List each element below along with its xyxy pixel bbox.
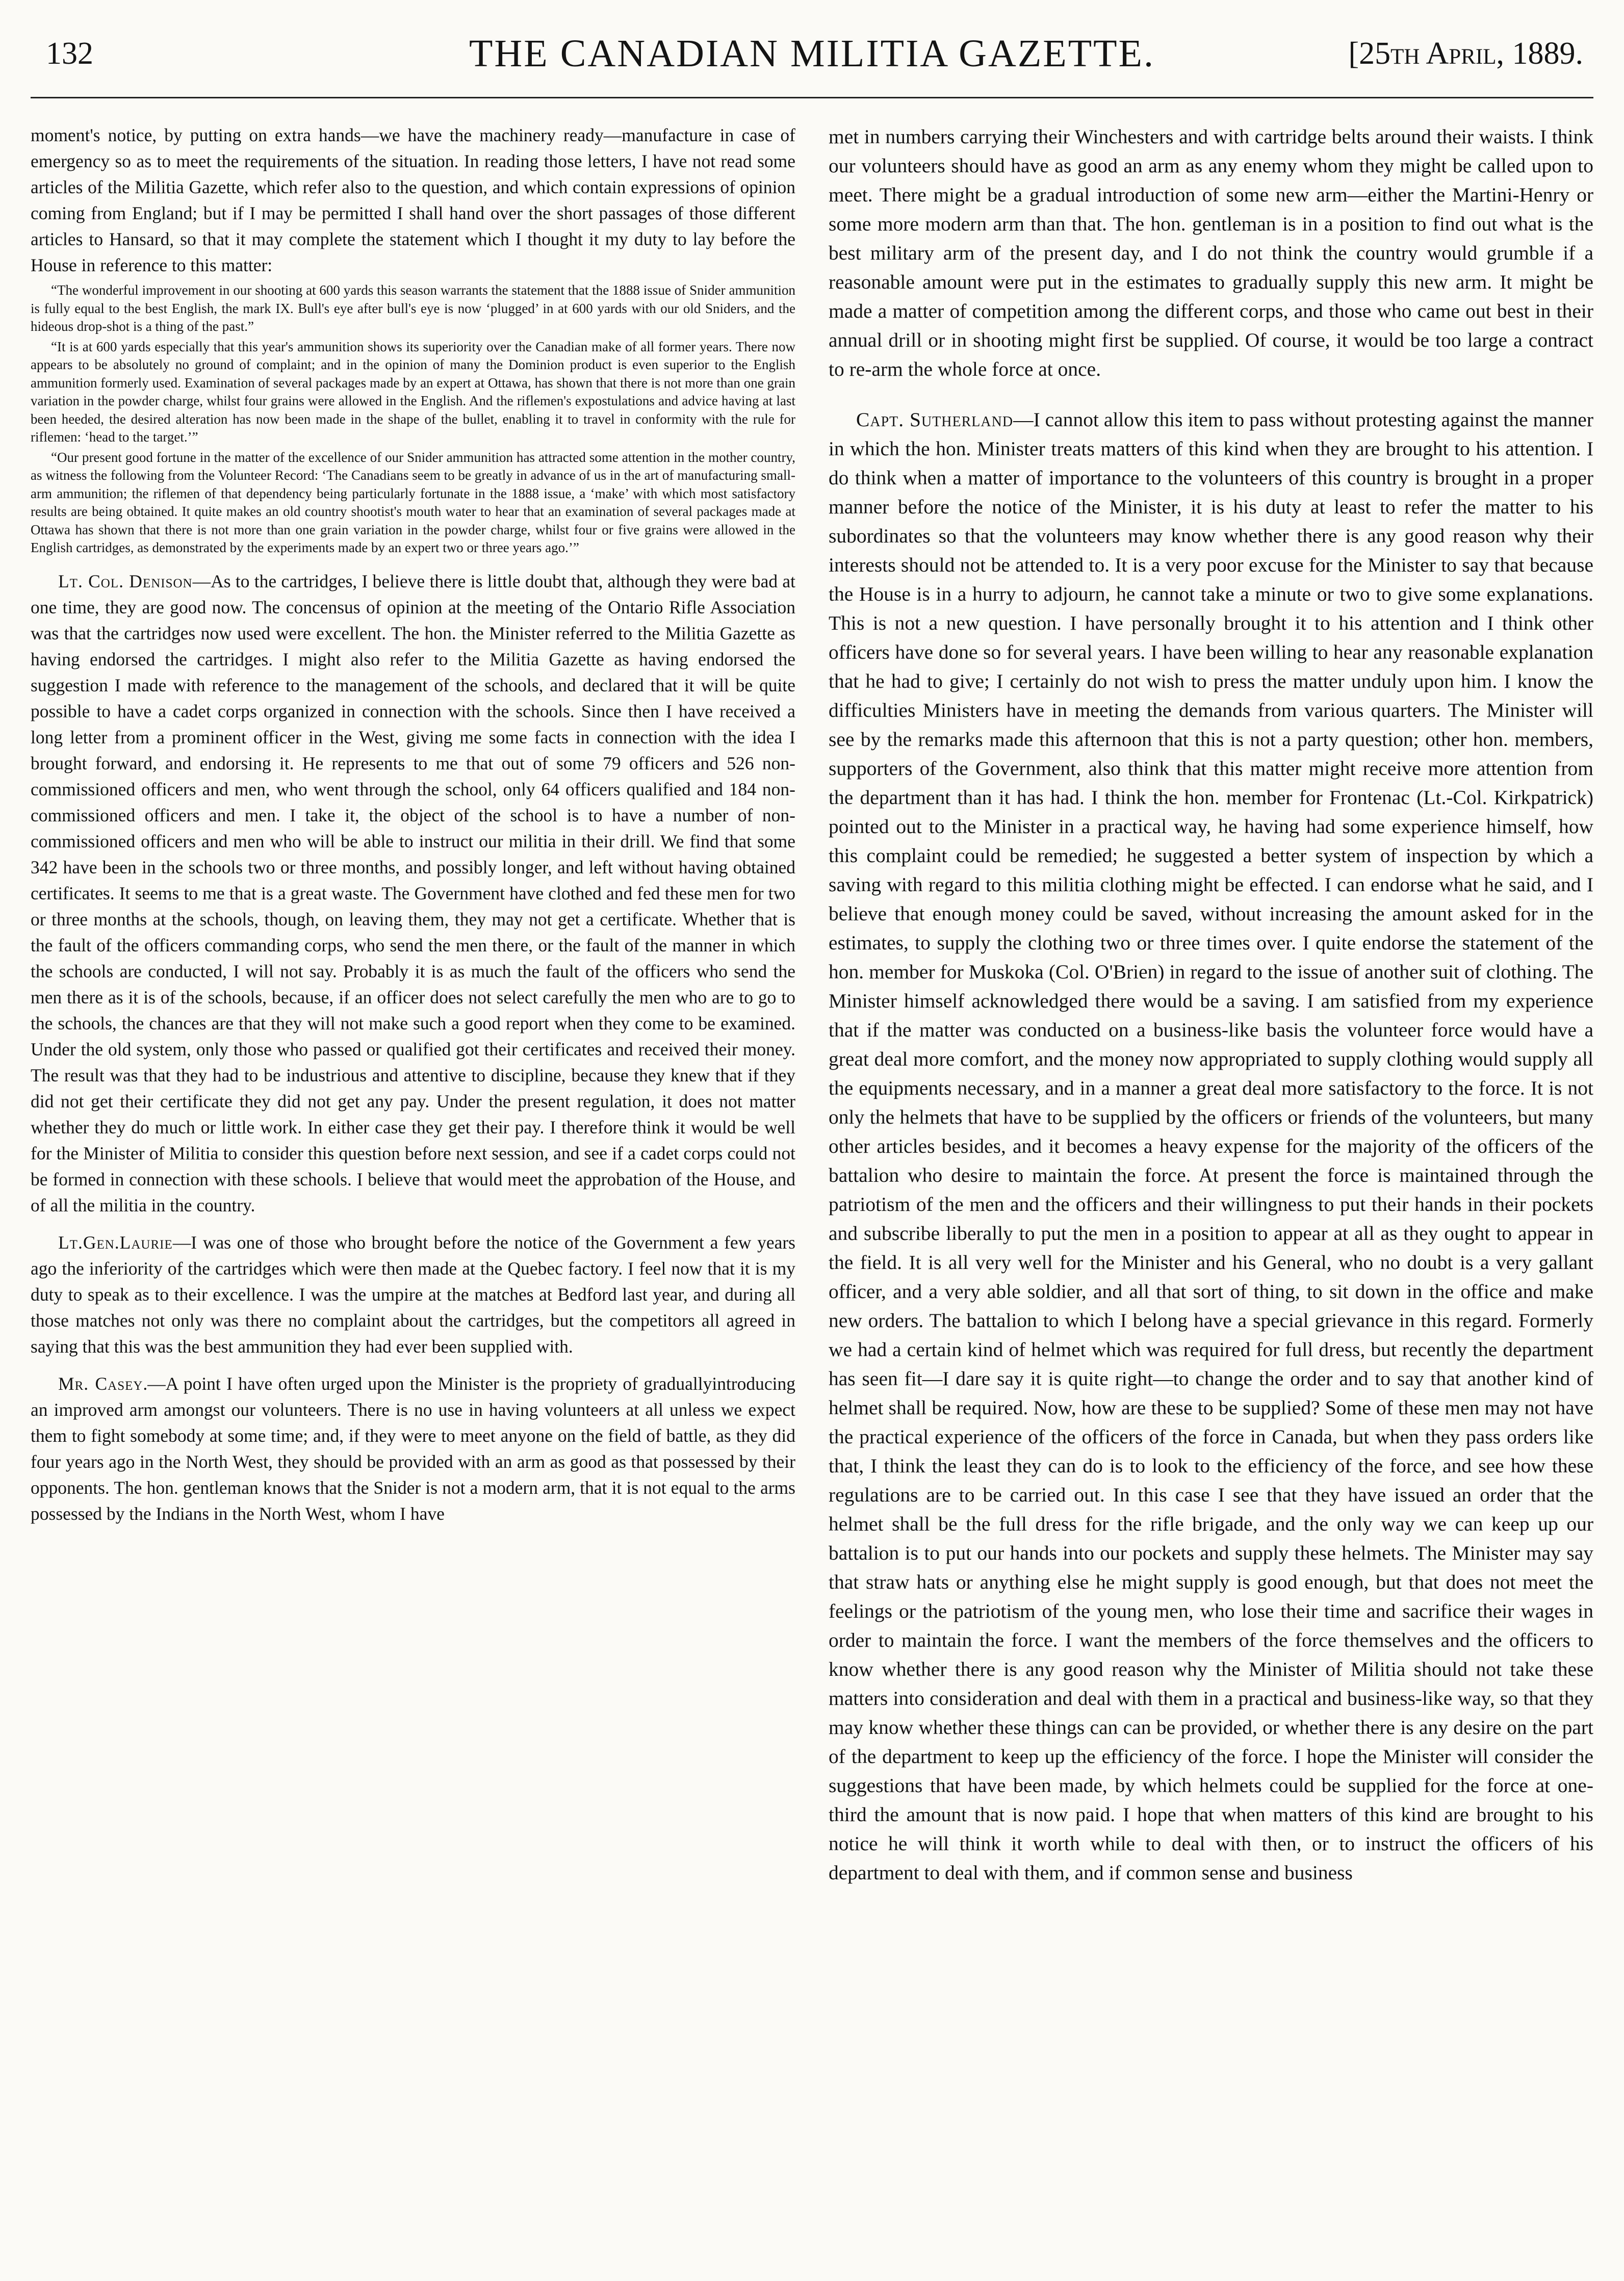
issue-date: [25th April, 1889. (1348, 36, 1583, 71)
quoted-article: “It is at 600 yards especially that this year's ammunition shows its superiority over the Canadian make of all former years. There now appears to be absolutely no ground of complaint; and in the opinion of many the Dominion product is even superior to the English ammunition formerly used. Examination of several packages made by an expert at Ottawa, has shown that there is not more than one grain variation in the powder charge, whilst four grains were allowed in the English. And the riflemen's expostulations and advice having at last been heeded, the desired alteration has now been made in the shape of the bullet, enabling it to travel in conformity with the rule for riflemen: ‘head to the target.’” (31, 339, 795, 445)
speech-text: —As to the cartridges, I believe there is little doubt that, although they were bad at one time, they are good now. The concensus of opinion at the meeting of the Ontario Rifle Association was that the cartridges now used were excellent. The hon. the Minister referred to the Militia Gazette as having endorsed the cartridges. I might also refer to the Militia Gazette as having endorsed the suggestion I made with reference to the management of the schools, and declared that it will be quite possible to have a cadet corps organized in connection with the schools. Since then I have received a long letter from a prominent officer in the West, giving me some facts in connection with the idea I brought forward, and endorsing it. He represents to me that out of some 79 officers and 526 non-commissioned officers and men, who went through the school, only 64 officers qualified and 184 non-commissioned officers and men. I take it, the object of the school is to have a number of non-commissioned officers and men who will be able to instruct our militia in their drill. We find that some 342 have been in the schools two or three months, and possibly longer, and left without having obtained certificates. It seems to me that is a great waste. The Government have clothed and fed these men for two or three months at the schools, though, on leaving them, they may not get a certificate. Whether that is the fault of the officers commanding corps, who send the men there, or the fault of the manner in which the schools are conducted, I will not say. Probably it is as much the fault of the officers who send the men there as it is of the schools, because, if an officer does not select carefully the men who are to go to the schools, the chances are that they will not make such a good report when they come to be examined. Under the old system, only those who passed or qualified got their certificates and received their money. The result was that they had to be industrious and attentive to discipline, because they knew that if they did not get their certificate they did not get any pay. Under the present regulation, it does not matter whether they do much or little work. In either case they get their pay. I therefore think it would be well for the Minister of Militia to consider this question before next session, and see if a cadet corps could not be formed in connection with these schools. I believe that would meet the approbation of the House, and of all the militia in the country. (31, 571, 795, 1215)
paragraph: met in numbers carrying their Winchesters and with cartridge belts around their waists. I think our volunteers should have as good an arm as any enemy whom they might be called upon to meet. There might be a gradual introduction of some new arm—either the Martini-Henry or some more modern arm than that. The hon. gentleman is in a position to find out what is the best military arm of the present day, and I do not think the country would grumble if a reasonable amount were put in the estimates to gradually supply this new arm. It might be made a matter of competition among the different corps, and those who came out best in their annual drill or in shooting might first be supplied. Of course, it would be too large a contract to re-arm the whole force at once. (829, 125, 1593, 380)
speech-laurie (31, 1230, 795, 1360)
right-column (829, 122, 1593, 2264)
speaker-name: Lt. Col. Denison (58, 571, 193, 591)
page-header (31, 15, 1593, 98)
page-number: 132 (46, 36, 93, 71)
quoted-article: “Our present good fortune in the matter of the excellence of our Snider ammunition has attracted some attention in the mother country, as witness the following from the Volunteer Record: ‘The Canadians seem to be greatly in advance of us in the art of manufacturing small-arm ammunition; the riflemen of that dependency being particularly fortunate in the 1888 issue, a ‘make’ with which most satisfactory results are being obtained. It quite makes an old country shootist's mouth water to hear that an examination of several packages made at Ottawa has shown that there is not more than one grain variation in the powder charge, whilst four or five grains were allowed in the English cartridges, as demonstrated by the experiments made by an expert two or three years ago.’” (31, 449, 795, 555)
speech-casey (31, 1371, 795, 1527)
speech-denison (31, 568, 795, 1219)
quoted-article: “The wonderful improvement in our shooting at 600 yards this season warrants the statement that the 1888 issue of Snider ammunition is fully equal to the best English, the mark IX. Bull's eye after bull's eye is now ‘plugged’ in at 600 yards with our old Sniders, and the hideous drop-shot is a thing of the past.” (31, 282, 795, 334)
speaker-name: Lt.Gen.Laurie (58, 1232, 173, 1253)
paragraph: moment's notice, by putting on extra hands—we have the machinery ready—manufacture in case of emergency so as to meet the requirements of the situation. In reading those letters, I have not read some articles of the Militia Gazette, which refer also to the question, and which contain expressions of opinion coming from England; but if I may be permitted I shall hand over the short passages of those different articles to Hansard, so that it may complete the statement which I thought it my duty to lay before the House in reference to this matter: (31, 125, 795, 275)
speaker-name: Capt. Sutherland (856, 408, 1014, 431)
speaker-name: Mr. Casey (58, 1373, 143, 1394)
speech-text: —I cannot allow this item to pass without protesting against the manner in which the hon. Minister treats matters of this kind when they are brought to his attention. I do think when a matter of importance to the volunteers of this country is brought in a proper manner before the notice of the Minister, it is his duty at least to refer the matter to his subordinates so that the volunteers may know whether there is any good reason why their interests should not be attended to. It is a very poor excuse for the Minister to say that because the House is in a hurry to adjourn, he cannot take a minute or two to give some explanations. This is not a new question. I have personally brought it to his attention and I think other officers have done so for several years. I have been willing to hear any reasonable explanation that he had to give; I certainly do not wish to press the matter unduly upon him. I know the difficulties Ministers have in meeting the demands from various quarters. The Minister will see by the remarks made this afternoon that this is not a party question; other hon. members, supporters of the Government, also think that this matter might receive more attention from the department than it has had. I think the hon. member for Frontenac (Lt.-Col. Kirkpatrick) pointed out to the Minister in a practical way, he having had some experience himself, how this complaint could be remedied; he suggested a better system of inspection by which a saving with regard to this militia clothing might be effected. I can endorse what he said, and I believe that enough money could be saved, without increasing the amount asked for in the estimates, to supply the clothing two or three times over. I quite endorse the statement of the hon. member for Muskoka (Col. O'Brien) in regard to the issue of another suit of clothing. The Minister himself acknowledged there would be a saving. I am satisfied from my experience that if the matter was conducted on a business-like basis the volunteer force would have a great deal more comfort, and the money now appropriated to supply clothing would supply all the equipments necessary, and in a manner a great deal more satisfactory to the force. It is not only the helmets that have to be supplied by the officers or friends of the volunteers, but many other articles besides, and it becomes a heavy expense for the majority of the officers of the battalion who desire to maintain the force. At present the force is maintained through the patriotism of the men and the officers and their willingness to put their hands in their pockets and subscribe liberally to put the men in a position to appear at all as they ought to appear in the field. It is all very well for the Minister and his General, who no doubt is a very gallant officer, and a very able soldier, and all that sort of thing, to sit down in the office and make new orders. The battalion to which I belong have a special grievance in this regard. Formerly we had a certain kind of helmet which was required for full dress, but recently the department has seen fit—I dare say it is quite right—to change the order and to say that another kind of helmet shall be required. Now, how are these to be supplied? Some of these men may not have the practical experience of the officers of the force in Canada, but when they pass orders like that, I think the least they can do is to look to the efficiency of the force, and see how these regulations are to be carried out. In this case I see that they have issued an order that the helmet shall be the full dress for the rifle brigade, and the only way we can keep up our battalion is to put our hands into our pockets and supply these helmets. The Minister may say that straw hats or anything else he might supply is good enough, but that does not meet the feelings or the patriotism of the young men, who lose their time and sacrifice their wages in order to maintain the force. I want the members of the force themselves and the officers to know whether there is any good reason why the Minister of Militia should not take these matters into consideration and deal with them in a practical and business-like way, so that they may know whether these things can can be provided, or whether there is any desire on the part of the department to keep up the efficiency of the force. I hope the Minister will consider the suggestions that have been made, by which helmets could be supplied for the force at one-third the amount that is now paid. I hope that when matters of this kind are brought to his notice he will think it worth while to deal with then, or to instruct the officers of his department to deal with them, and if common sense and business (829, 408, 1593, 1884)
speech-sutherland (829, 405, 1593, 1887)
masthead-title: THE CANADIAN MILITIA GAZETTE. (469, 32, 1155, 75)
speech-text: .—A point I have often urged upon the Minister is the propriety of graduallyintroducing an improved arm amongst our volunteers. There is no use in having volunteers at all unless we expect them to fight somebody at some time; and, if they were to meet anyone on the field of battle, as they did four years ago in the North West, they should be provided with an arm as good as that possessed by their opponents. The hon. gentleman knows that the Snider is not a modern arm, that it is not equal to the arms possessed by the Indians in the North West, whom I have (31, 1373, 795, 1524)
speech-text: —I was one of those who brought before the notice of the Government a few years ago the inferiority of the cartridges which were then made at the Quebec factory. I feel now that it is my duty to speak as to their excellence. I was the umpire at the matches at Bedford last year, and during all those matches not only was there no complaint about the cartridges, but the competitors all agreed in saying that this was the best ammunition they had ever been supplied with. (31, 1232, 795, 1357)
left-column (31, 122, 795, 2264)
